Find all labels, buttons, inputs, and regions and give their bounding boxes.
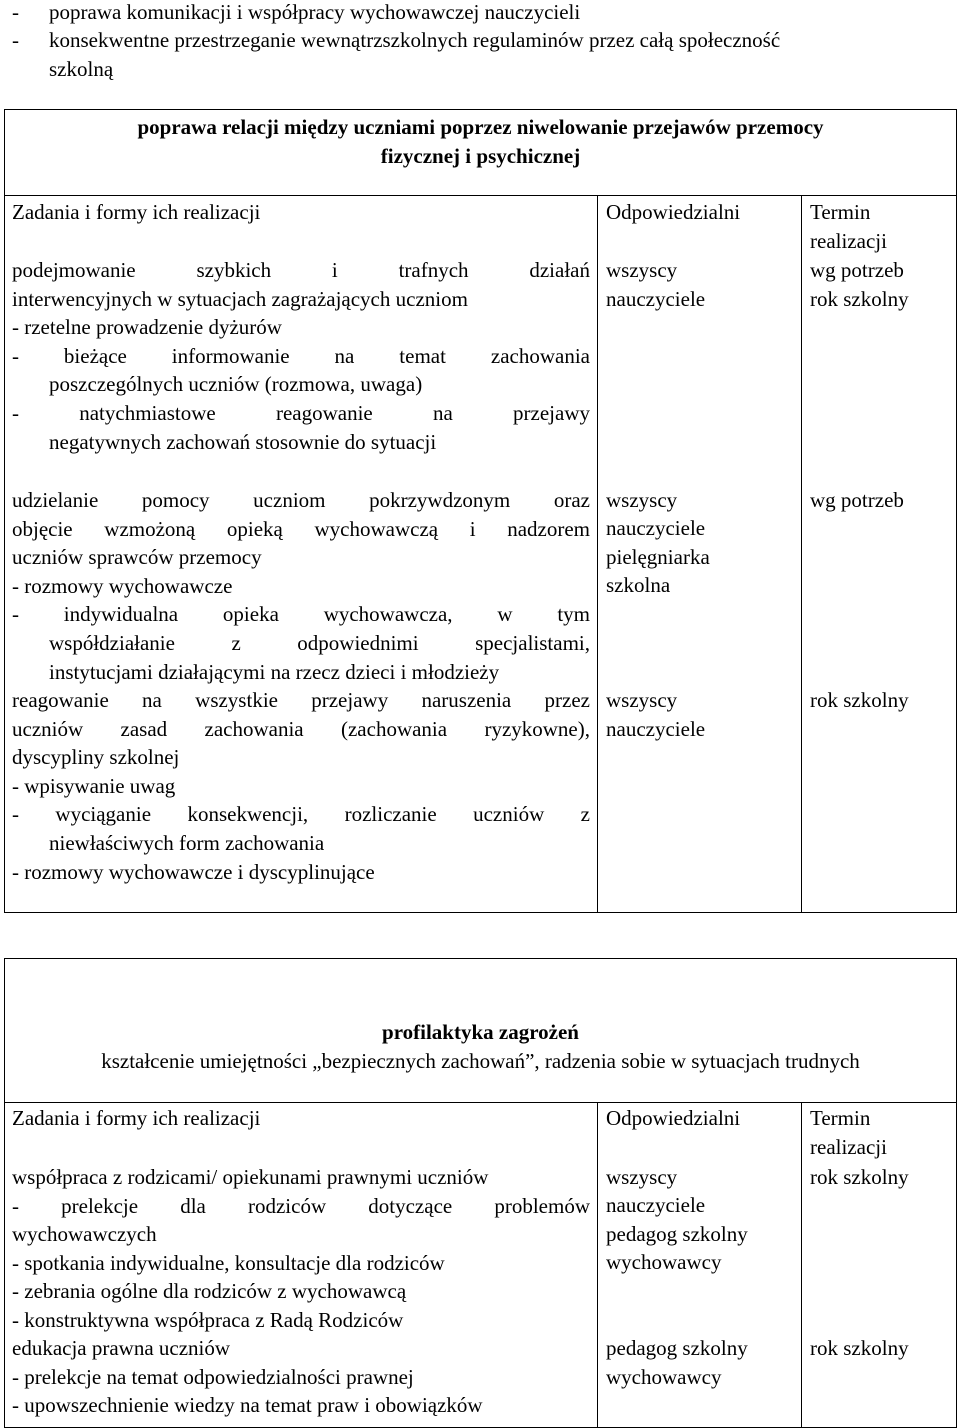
table-row	[12, 1163, 590, 1335]
task-line: - prelekcje na temat odpowiedzialności prawnej	[12, 1364, 414, 1389]
term-text: rok szkolny	[810, 287, 909, 311]
task-line: udzielanie pomocy uczniom pokrzywdzonym oraz	[12, 488, 590, 512]
task-line: poszczególnych uczniów (rozmowa, uwaga)	[49, 372, 423, 397]
task-line: wychowawczych	[12, 1222, 157, 1247]
task-line: współpraca z rodzicami/ opiekunami prawnymi uczniów	[12, 1165, 489, 1189]
task-line: - wpisywanie uwag	[12, 773, 176, 798]
term-text: rok szkolny	[810, 688, 909, 712]
task-line: - rzetelne prowadzenie dyżurów	[12, 315, 282, 340]
table-row	[12, 686, 590, 886]
task-line: negatywnych zachowań stosownie do sytuacji	[49, 429, 437, 454]
task-line: instytucjami działającymi na rzecz dzieci i młodzieży	[49, 659, 500, 684]
table-heading	[4, 1018, 957, 1075]
task-line: - prelekcje dla rodziców dotyczące problemów	[12, 1193, 590, 1218]
task-line: uczniów zasad zachowania (zachowania ryzykowne),	[12, 716, 590, 741]
table-heading-line: poprawa relacji między uczniami poprzez niwelowanie przejawów przemocy	[137, 115, 824, 139]
column-divider	[801, 195, 802, 913]
column-header-term: realizacji	[810, 229, 887, 253]
task-line: uczniów sprawców przemocy	[12, 545, 262, 570]
intro-bullet-text: szkolną	[49, 57, 114, 81]
column-divider	[597, 1102, 598, 1428]
task-line: - konstruktywna współpraca z Radą Rodziców	[12, 1307, 404, 1332]
task-line: współdziałanie z odpowiednimi specjalistami,	[49, 630, 590, 655]
table-heading-line: kształcenie umiejętności „bezpiecznych zachowań”, radzenia sobie w sytuacjach trudnych	[101, 1048, 860, 1073]
intro-bullet-text: konsekwentne przestrzeganie wewnątrzszkolnych regulaminów przez całą społeczność	[49, 28, 781, 52]
table-heading-line: fizycznej i psychicznej	[380, 143, 581, 168]
task-line: - wyciąganie konsekwencji, rozliczanie uczniów z	[12, 802, 590, 827]
responsible-text: nauczyciele	[606, 717, 706, 741]
task-line: - spotkania indywidualne, konsultacje dla rodziców	[12, 1250, 445, 1275]
table-heading	[4, 113, 957, 170]
bullet-dash: -	[12, 28, 19, 52]
table-row	[12, 256, 590, 456]
column-header-tasks: Zadania i formy ich realizacji	[12, 200, 261, 224]
column-header-term: realizacji	[810, 1135, 887, 1159]
responsible-text: wszyscy	[606, 488, 678, 512]
term-text: wg potrzeb	[810, 488, 904, 512]
intro-bullet-text: poprawa komunikacji i współpracy wychowawczej nauczycieli	[49, 0, 581, 24]
term-text: rok szkolny	[810, 1165, 909, 1189]
task-line: - upowszechnienie wiedzy na temat praw i obowiązków	[12, 1393, 483, 1418]
responsible-text: wszyscy	[606, 258, 678, 282]
table-divider	[4, 1102, 957, 1103]
table-heading-line: profilaktyka zagrożeń	[382, 1020, 579, 1044]
task-line: interwencyjnych w sytuacjach zagrażających uczniom	[12, 286, 468, 311]
column-header-responsible: Odpowiedzialni	[606, 1106, 741, 1130]
column-header-tasks: Zadania i formy ich realizacji	[12, 1106, 261, 1130]
task-line: - bieżące informowanie na temat zachowania	[12, 343, 590, 368]
task-line: - rozmowy wychowawcze	[12, 573, 233, 598]
task-line: niewłaściwych form zachowania	[49, 830, 325, 855]
responsible-text: pedagog szkolny	[606, 1336, 748, 1360]
responsible-text: nauczyciele	[606, 287, 706, 311]
responsible-text: nauczyciele	[606, 1193, 706, 1217]
task-line: objęcie wzmożoną opieką wychowawczą i nadzorem	[12, 516, 590, 541]
table-divider	[4, 195, 957, 196]
column-header-term: Termin	[810, 200, 871, 224]
table-row	[12, 1334, 590, 1420]
task-line: - indywidualna opieka wychowawcza, w tym	[12, 602, 590, 627]
term-text: rok szkolny	[810, 1336, 909, 1360]
responsible-text: pielęgniarka	[606, 545, 710, 569]
column-divider	[597, 195, 598, 913]
bullet-dash: -	[12, 0, 19, 24]
task-line: - zebrania ogólne dla rodziców z wychowawcą	[12, 1279, 407, 1304]
responsible-text: pedagog szkolny	[606, 1222, 748, 1246]
task-line: podejmowanie szybkich i trafnych działań	[12, 258, 590, 282]
table-row	[12, 486, 590, 686]
term-text: wg potrzeb	[810, 258, 904, 282]
responsible-text: wychowawcy	[606, 1365, 722, 1389]
column-header-term: Termin	[810, 1106, 871, 1130]
responsible-text: wychowawcy	[606, 1250, 722, 1274]
task-line: - natychmiastowe reagowanie na przejawy	[12, 400, 590, 425]
responsible-text: szkolna	[606, 573, 671, 597]
responsible-text: wszyscy	[606, 1165, 678, 1189]
column-header-responsible: Odpowiedzialni	[606, 200, 741, 224]
column-divider	[801, 1102, 802, 1428]
responsible-text: nauczyciele	[606, 516, 706, 540]
task-line: - rozmowy wychowawcze i dyscyplinujące	[12, 859, 375, 884]
task-line: edukacja prawna uczniów	[12, 1336, 231, 1360]
responsible-text: wszyscy	[606, 688, 678, 712]
task-line: reagowanie na wszystkie przejawy naruszenia przez	[12, 688, 590, 712]
task-line: dyscypliny szkolnej	[12, 745, 180, 770]
